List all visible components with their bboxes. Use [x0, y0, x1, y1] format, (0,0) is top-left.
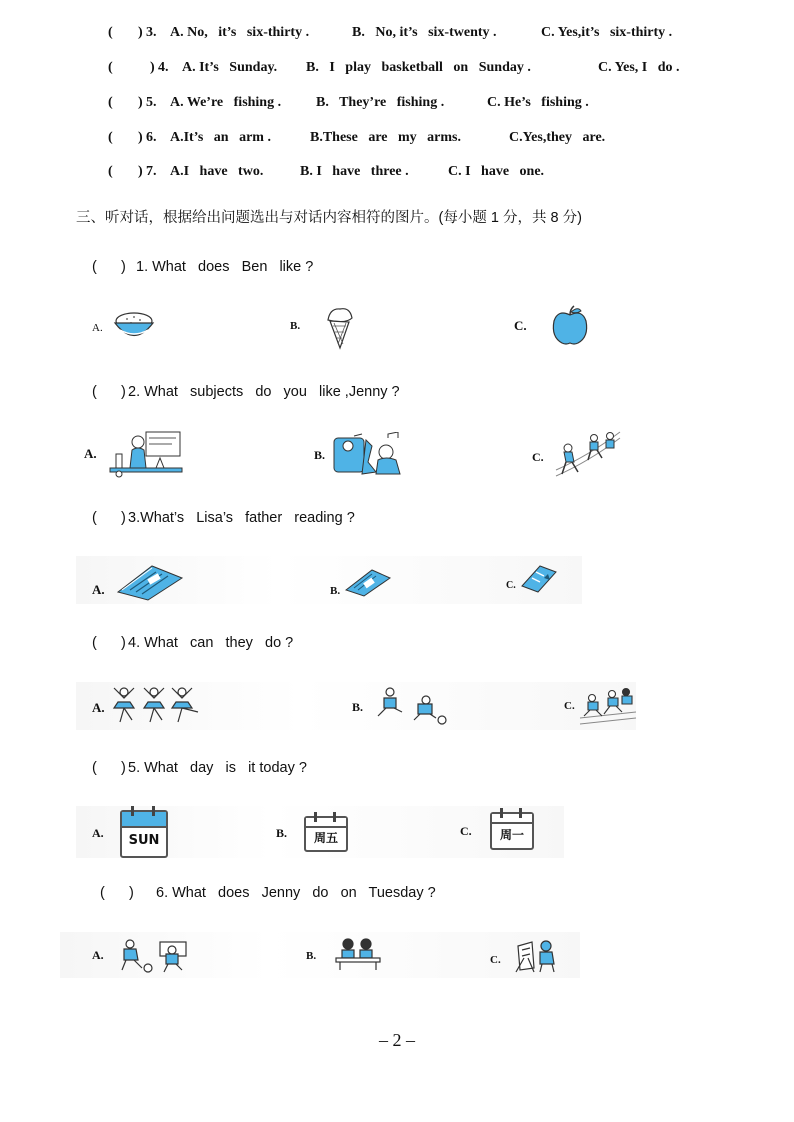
answer-bracket[interactable]: ( ) — [92, 760, 126, 776]
option-c: C. I have one. — [448, 164, 545, 179]
item-number: 3. — [146, 25, 157, 40]
option-a: A. It’s Sunday. — [182, 60, 278, 75]
answer-bracket[interactable]: ( ) — [92, 635, 126, 651]
option-label: A. — [92, 948, 104, 962]
option-label: C. — [460, 824, 472, 838]
option-label: C. — [490, 954, 501, 966]
option-b: B. I play basketball on Sunday . — [306, 60, 531, 75]
option-label: A. — [92, 322, 103, 334]
bracket-close: ) — [138, 95, 143, 110]
option-label: C. — [514, 318, 527, 333]
question-text: 4. What can they do ? — [128, 635, 294, 651]
option-c: C. Yes, I do . — [598, 60, 680, 75]
option-label: A. — [92, 700, 105, 715]
page-number: – 2 – — [379, 1030, 415, 1050]
option-label: B. — [314, 448, 326, 462]
bracket-close: ) — [138, 164, 143, 179]
dancing-icon[interactable] — [110, 684, 202, 726]
option-a: A. We’re fishing . — [170, 95, 282, 110]
playing-football-icon[interactable] — [116, 938, 192, 974]
answer-bracket[interactable]: ( ) — [92, 384, 126, 400]
calendar-icon[interactable] — [490, 812, 534, 850]
option-label: A. — [84, 446, 97, 461]
calendar-icon[interactable] — [304, 816, 348, 852]
rice-bowl-icon[interactable] — [110, 308, 158, 344]
answer-bracket[interactable]: ( — [108, 130, 113, 145]
option-a: A.I have two. — [170, 164, 264, 179]
running-race-icon[interactable] — [578, 686, 638, 726]
answer-bracket[interactable]: ( — [108, 95, 113, 110]
section-heading: 三、听对话，根据给出问题选出与对话内容相符的图片。(每小题 1 分，共 8 分) — [76, 210, 582, 226]
answer-bracket[interactable]: ( — [108, 60, 113, 75]
option-b: B.These are my arms. — [310, 130, 461, 145]
question-text: 3.What’s Lisa’s father reading ? — [128, 510, 355, 526]
option-label: A. — [92, 582, 105, 597]
option-label: B. — [330, 585, 341, 597]
option-label: C. — [532, 450, 544, 464]
option-label: C. — [564, 700, 575, 712]
option-b: B. I have three . — [300, 164, 409, 179]
option-label: B. — [306, 950, 317, 962]
answer-bracket[interactable]: ( ) — [92, 510, 126, 526]
option-label: B. — [290, 320, 301, 332]
answer-bracket[interactable]: ( ) — [92, 259, 126, 275]
answer-bracket[interactable]: ( — [108, 25, 113, 40]
question-text: 2. What subjects do you like ,Jenny ? — [128, 384, 400, 400]
option-label: A. — [92, 826, 104, 840]
apple-icon[interactable] — [548, 303, 592, 347]
magazine-icon[interactable] — [342, 566, 392, 598]
playing-football-icon[interactable] — [370, 686, 452, 726]
drawing-icon[interactable] — [514, 938, 560, 974]
science-lab-icon[interactable] — [108, 428, 184, 480]
newspaper-icon[interactable] — [112, 562, 184, 602]
answer-bracket[interactable]: ( ) — [100, 885, 134, 901]
answer-bracket[interactable]: ( — [108, 164, 113, 179]
question-text: 1. What does Ben like ? — [136, 259, 314, 275]
option-c: C. He’s fishing . — [487, 95, 589, 110]
option-label: C. — [506, 580, 516, 591]
calendar-day-text: 周一 — [499, 828, 524, 842]
option-a: A. No, it’s six-thirty . — [170, 25, 310, 40]
ice-cream-icon[interactable] — [322, 304, 358, 350]
bracket-close: ) — [138, 25, 143, 40]
option-b: B. No, it’s six-twenty . — [352, 25, 497, 40]
calendar-day-text: SUN — [128, 833, 160, 848]
book-icon[interactable] — [518, 562, 558, 596]
question-text: 5. What day is it today ? — [128, 760, 307, 776]
option-c: C. Yes,it’s six-thirty . — [541, 25, 673, 40]
reading-at-desk-icon[interactable] — [332, 936, 382, 972]
calendar-icon[interactable] — [120, 810, 168, 858]
option-label: B. — [276, 826, 288, 840]
option-c: C.Yes,they are. — [509, 130, 606, 145]
question-text: 6. What does Jenny do on Tuesday ? — [156, 885, 436, 901]
calendar-day-text: 周五 — [313, 831, 338, 845]
bracket-close: ) — [138, 130, 143, 145]
bracket-close: ) — [150, 60, 155, 75]
music-class-icon[interactable] — [328, 432, 408, 478]
option-b: B. They’re fishing . — [316, 95, 445, 110]
option-a: A.It’s an arm . — [170, 130, 271, 145]
item-number: 4. — [158, 60, 169, 75]
item-number: 5. — [146, 95, 157, 110]
item-number: 6. — [146, 130, 157, 145]
item-number: 7. — [146, 164, 157, 179]
pe-running-icon[interactable] — [554, 430, 622, 480]
option-label: B. — [352, 700, 364, 714]
